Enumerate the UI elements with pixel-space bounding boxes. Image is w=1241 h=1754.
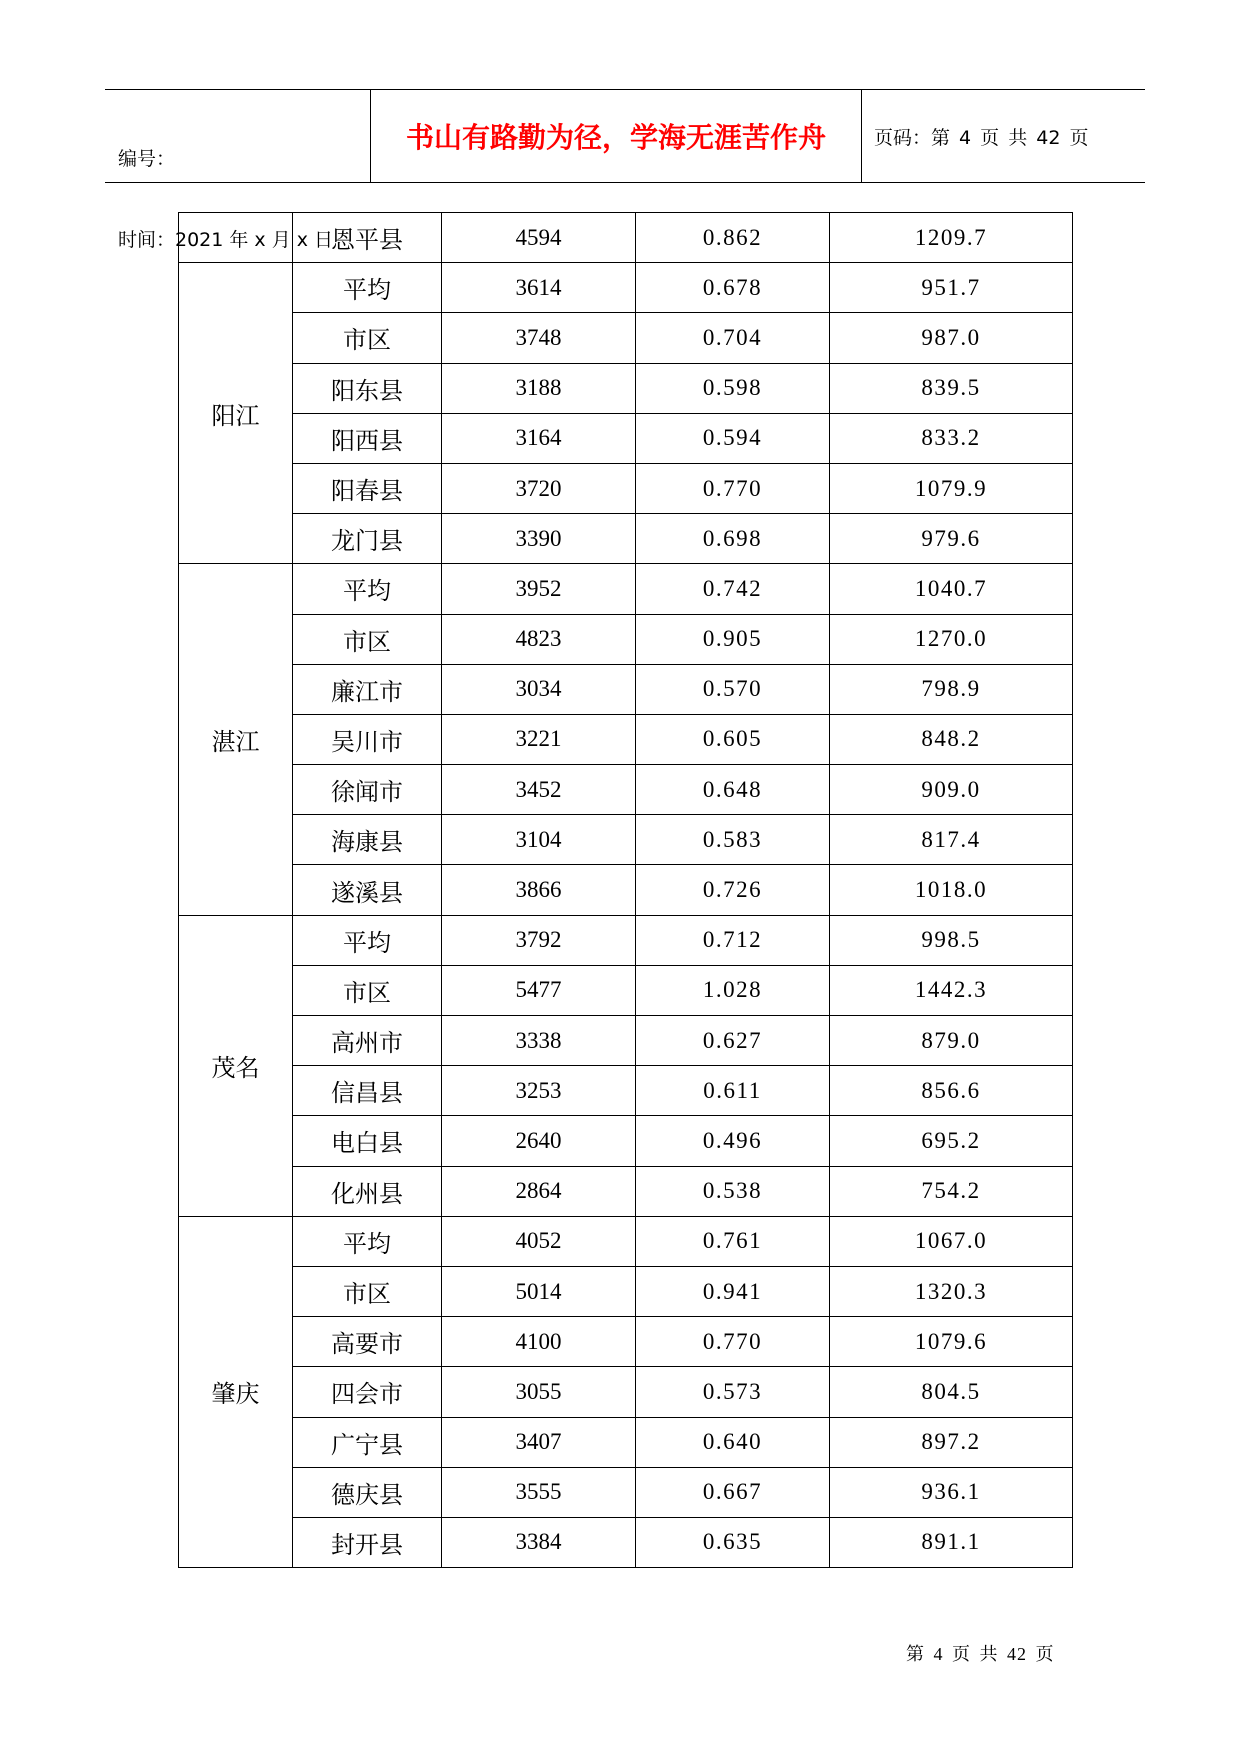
value-cell-3: 839.5 [830,363,1073,413]
region-cell: 湛江 [179,564,293,915]
district-cell: 高要市 [293,1317,442,1367]
table-row [179,1016,1073,1066]
value-cell-2: 0.667 [636,1467,830,1517]
table-row [179,1066,1073,1116]
table-row [179,1166,1073,1216]
district-cell: 信昌县 [293,1066,442,1116]
value-cell-3: 798.9 [830,664,1073,714]
header-page-info: 页码：第 4 页 共 42 页 [874,126,1089,149]
value-cell-1: 3866 [442,865,636,915]
district-cell: 四会市 [293,1367,442,1417]
district-cell: 龙门县 [293,514,442,564]
value-cell-2: 0.770 [636,1317,830,1367]
value-cell-2: 1.028 [636,965,830,1015]
value-cell-3: 1209.7 [830,213,1073,263]
district-cell: 平均 [293,564,442,614]
value-cell-3: 754.2 [830,1166,1073,1216]
value-cell-1: 3390 [442,514,636,564]
table-row [179,765,1073,815]
value-cell-2: 0.598 [636,363,830,413]
district-cell: 遂溪县 [293,865,442,915]
value-cell-3: 909.0 [830,765,1073,815]
value-cell-2: 0.573 [636,1367,830,1417]
district-cell: 吴川市 [293,714,442,764]
district-cell: 廉江市 [293,664,442,714]
value-cell-3: 1320.3 [830,1266,1073,1316]
table-row [179,714,1073,764]
value-cell-1: 3720 [442,463,636,513]
value-cell-3: 817.4 [830,815,1073,865]
value-cell-3: 1067.0 [830,1216,1073,1266]
value-cell-1: 5014 [442,1266,636,1316]
district-cell: 化州县 [293,1166,442,1216]
value-cell-1: 4052 [442,1216,636,1266]
district-cell: 电白县 [293,1116,442,1166]
value-cell-1: 3104 [442,815,636,865]
region-cell: 阳江 [179,263,293,564]
value-cell-2: 0.704 [636,313,830,363]
value-cell-2: 0.770 [636,463,830,513]
value-cell-3: 1079.9 [830,463,1073,513]
value-cell-1: 3338 [442,1016,636,1066]
value-cell-3: 897.2 [830,1417,1073,1467]
table-body [179,213,1073,1568]
value-cell-1: 3221 [442,714,636,764]
value-cell-1: 2640 [442,1116,636,1166]
district-cell: 平均 [293,1216,442,1266]
value-cell-1: 3034 [442,664,636,714]
value-cell-3: 1040.7 [830,564,1073,614]
motto-text: 书山有路勤为径，学海无涯苦作舟 [405,121,826,154]
value-cell-2: 0.594 [636,413,830,463]
value-cell-3: 879.0 [830,1016,1073,1066]
table-row [179,865,1073,915]
table-row [179,1467,1073,1517]
value-cell-2: 0.635 [636,1517,830,1567]
value-cell-1: 3748 [442,313,636,363]
value-cell-2: 0.862 [636,213,830,263]
value-cell-1: 3407 [442,1417,636,1467]
value-cell-2: 0.570 [636,664,830,714]
district-cell: 恩平县 [293,213,442,263]
value-cell-3: 848.2 [830,714,1073,764]
district-cell: 高州市 [293,1016,442,1066]
value-cell-2: 0.538 [636,1166,830,1216]
district-cell: 封开县 [293,1517,442,1567]
district-cell: 市区 [293,614,442,664]
value-cell-2: 0.678 [636,263,830,313]
value-cell-1: 4823 [442,614,636,664]
value-cell-3: 1442.3 [830,965,1073,1015]
value-cell-3: 1079.6 [830,1317,1073,1367]
value-cell-2: 0.640 [636,1417,830,1467]
district-cell: 广宁县 [293,1417,442,1467]
region-cell: 肇庆 [179,1216,293,1567]
district-cell: 市区 [293,1266,442,1316]
value-cell-3: 951.7 [830,263,1073,313]
table-row [179,1317,1073,1367]
value-cell-3: 1018.0 [830,865,1073,915]
table-row [179,413,1073,463]
value-cell-1: 5477 [442,965,636,1015]
table-row [179,313,1073,363]
value-cell-2: 0.726 [636,865,830,915]
district-cell: 阳西县 [293,413,442,463]
value-cell-2: 0.698 [636,514,830,564]
region-cell: 茂名 [179,915,293,1216]
table-row [179,965,1073,1015]
table-row [179,564,1073,614]
value-cell-1: 4594 [442,213,636,263]
value-cell-2: 0.761 [636,1216,830,1266]
value-cell-2: 0.712 [636,915,830,965]
value-cell-3: 979.6 [830,514,1073,564]
value-cell-3: 936.1 [830,1467,1073,1517]
table-row [179,1266,1073,1316]
value-cell-1: 3188 [442,363,636,413]
value-cell-2: 0.496 [636,1116,830,1166]
serial-number-label: 编号： [118,148,176,170]
value-cell-2: 0.905 [636,614,830,664]
table-row [179,614,1073,664]
district-cell: 平均 [293,915,442,965]
data-table [178,212,1073,1568]
value-cell-2: 0.611 [636,1066,830,1116]
district-cell: 平均 [293,263,442,313]
district-cell: 德庆县 [293,1467,442,1517]
value-cell-3: 1270.0 [830,614,1073,664]
district-cell: 阳春县 [293,463,442,513]
value-cell-2: 0.627 [636,1016,830,1066]
table-row [179,514,1073,564]
value-cell-2: 0.605 [636,714,830,764]
district-cell: 海康县 [293,815,442,865]
table-row [179,363,1073,413]
value-cell-1: 3555 [442,1467,636,1517]
value-cell-2: 0.941 [636,1266,830,1316]
value-cell-1: 3253 [442,1066,636,1116]
value-cell-3: 856.6 [830,1066,1073,1116]
value-cell-3: 987.0 [830,313,1073,363]
value-cell-1: 4100 [442,1317,636,1367]
value-cell-2: 0.583 [636,815,830,865]
value-cell-3: 998.5 [830,915,1073,965]
table-row [179,263,1073,313]
table-row [179,1116,1073,1166]
table-row [179,213,1073,263]
district-cell: 市区 [293,313,442,363]
header-meta-cell [105,90,370,251]
value-cell-2: 0.648 [636,765,830,815]
table-row [179,1417,1073,1467]
value-cell-1: 3055 [442,1367,636,1417]
table-row [179,1367,1073,1417]
value-cell-1: 3452 [442,765,636,815]
region-cell [179,213,293,263]
value-cell-1: 2864 [442,1166,636,1216]
value-cell-3: 833.2 [830,413,1073,463]
table-row [179,463,1073,513]
date-label: 时间：2021 年 x 月 x 日 [118,229,334,251]
page-footer-number: 第 4 页 共 42 页 [906,1644,1055,1664]
value-cell-1: 3384 [442,1517,636,1567]
table-row [179,1216,1073,1266]
value-cell-2: 0.742 [636,564,830,614]
district-cell: 阳东县 [293,363,442,413]
value-cell-1: 3792 [442,915,636,965]
value-cell-3: 804.5 [830,1367,1073,1417]
table-row [179,815,1073,865]
district-cell: 市区 [293,965,442,1015]
table-row [179,1517,1073,1567]
table-row [179,664,1073,714]
value-cell-3: 891.1 [830,1517,1073,1567]
value-cell-3: 695.2 [830,1116,1073,1166]
value-cell-1: 3164 [442,413,636,463]
district-cell: 徐闻市 [293,765,442,815]
table-row [179,915,1073,965]
value-cell-1: 3952 [442,564,636,614]
value-cell-1: 3614 [442,263,636,313]
